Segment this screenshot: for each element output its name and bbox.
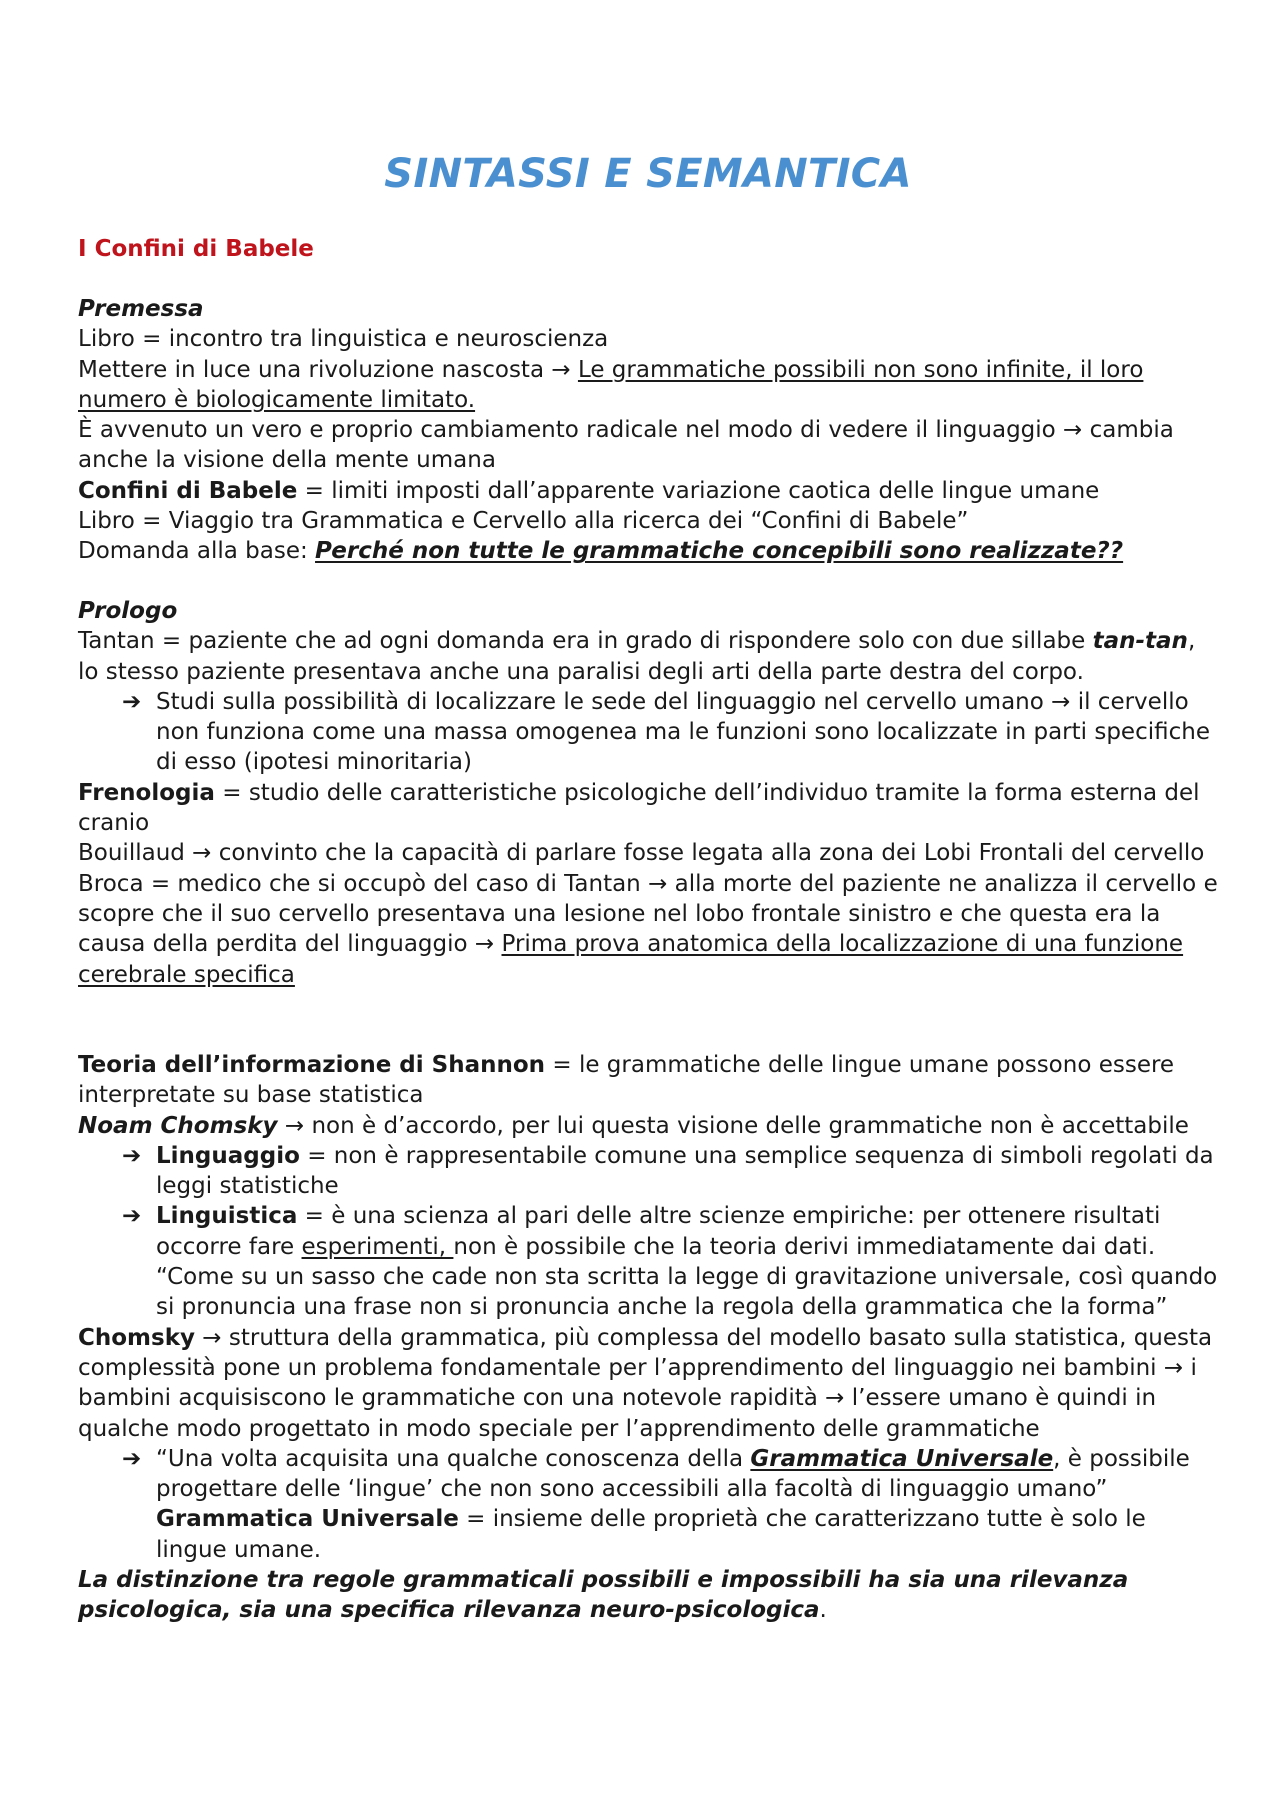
premessa-question: Perché non tutte le grammatiche concepibili sono realizzate??	[315, 538, 1124, 565]
premessa-line-3: È avvenuto un vero e proprio cambiamento radicale nel modo di vedere il linguaggio → cambia anche la visione della mente umana	[78, 417, 1174, 474]
prologo-line-1: Tantan = paziente che ad ogni domanda era in grado di rispondere solo con due sillabe tan-tan, lo stesso paziente presentava anche una paralisi degli arti della parte destra del corpo.	[78, 628, 1196, 685]
section-heading-block	[78, 234, 1218, 264]
premessa-heading: Premessa	[78, 296, 204, 322]
premessa-line-1: Libro = incontro tra linguistica e neuroscienza	[78, 326, 609, 353]
arrow-bullet-icon: ➔	[122, 1142, 142, 1169]
premessa-line-4: Confini di Babele = limiti imposti dall’apparente variazione caotica delle lingue umane	[78, 477, 1100, 504]
arrow-bullet-icon: ➔	[122, 1203, 142, 1230]
teoria-bullet-3: ➔ “Una volta acquisita una qualche conoscenza della Grammatica Universale, è possibile progettare delle ‘lingue’ che non sono accessibili alla facoltà di linguaggio umano” Grammatica Universale = insieme delle proprietà che caratterizzano tutte è solo le lingue umane.	[122, 1445, 1190, 1563]
premessa-line-2: Mettere in luce una rivoluzione nascosta → Le grammatiche possibili non sono infinite, il loro numero è biologicamente limitato.	[78, 356, 1144, 413]
teoria-final: La distinzione tra regole grammaticali possibili e impossibili ha sia una rilevanza psicologica, sia una specifica rilevanza neuro-psicologica.	[78, 1567, 1129, 1624]
prologo-line-3: Bouillaud → convinto che la capacità di parlare fosse legata alla zona dei Lobi Frontali del cervello	[78, 840, 1205, 867]
teoria-line-1: Teoria dell’informazione di Shannon = le grammatiche delle lingue umane possono essere interpretate su base statistica	[78, 1052, 1175, 1109]
teoria-line-2: Noam Chomsky → non è d’accordo, per lui questa visione delle grammatiche non è accettabile	[78, 1112, 1189, 1139]
section-title: I Confini di Babele	[78, 236, 314, 262]
prologo-section	[78, 596, 1218, 990]
teoria-line-3: Chomsky → struttura della grammatica, più complessa del modello basato sulla statistica, questa complessità pone un problema fondamentale per l’apprendimento del linguaggio nei bambini → i bambini acquisiscono le grammatiche con una notevole rapidità → l’essere umano è quindi in qualche modo progettato in modo speciale per l’apprendimento delle grammatiche	[78, 1324, 1213, 1442]
prologo-line-4: Broca = medico che si occupò del caso di Tantan → alla morte del paziente ne analizza il cervello e scopre che il suo cervello presentava una lesione nel lobo frontale sinistro e che questa era la causa della perdita del linguaggio → Prima prova anatomica della localizzazione di una funzione cerebrale specifica	[78, 870, 1218, 988]
prologo-underline-proof: Prima prova anatomica della localizzazione di una funzione cerebrale specifica	[78, 931, 1184, 988]
teoria-bullet-1: ➔ Linguaggio = non è rappresentabile comune una semplice sequenza di simboli regolati da leggi statistiche	[122, 1142, 1214, 1200]
premessa-underline-claim: Le grammatiche possibili non sono infinite, il loro numero è biologicamente limitato.	[78, 356, 1144, 413]
prologo-line-2: Frenologia = studio delle caratteristiche psicologiche dell’individuo tramite la forma esterna del cranio	[78, 779, 1200, 837]
arrow-bullet-icon: ➔	[122, 1445, 142, 1472]
teoria-section	[78, 1050, 1218, 1626]
premessa-section	[78, 294, 1218, 567]
prologo-heading: Prologo	[78, 598, 178, 624]
teoria-bullet-2: ➔ Linguistica = è una scienza al pari delle altre scienze empiriche: per ottenere risultati occorre fare esperimenti, non è possibile che la teoria derivi immediatamente dai dati. “Come su un sasso che cade non sta scritta la legge di gravitazione universale, così quando si pronuncia una frase non si pronuncia anche la regola della grammatica che la forma”	[122, 1203, 1218, 1321]
arrow-bullet-icon: ➔	[122, 688, 142, 715]
premessa-line-5: Libro = Viaggio tra Grammatica e Cervello alla ricerca dei “Confini di Babele”	[78, 508, 969, 535]
premessa-line-6: Domanda alla base: Perché non tutte le grammatiche concepibili sono realizzate??	[78, 538, 1124, 565]
document-title: SINTASSI E SEMANTICA	[384, 151, 912, 197]
prologo-bullet-1: ➔ Studi sulla possibilità di localizzare le sede del linguaggio nel cervello umano → il cervello non funziona come una massa omogenea ma le funzioni sono localizzate in parti specifiche di esso (ipotesi minoritaria)	[122, 688, 1210, 776]
